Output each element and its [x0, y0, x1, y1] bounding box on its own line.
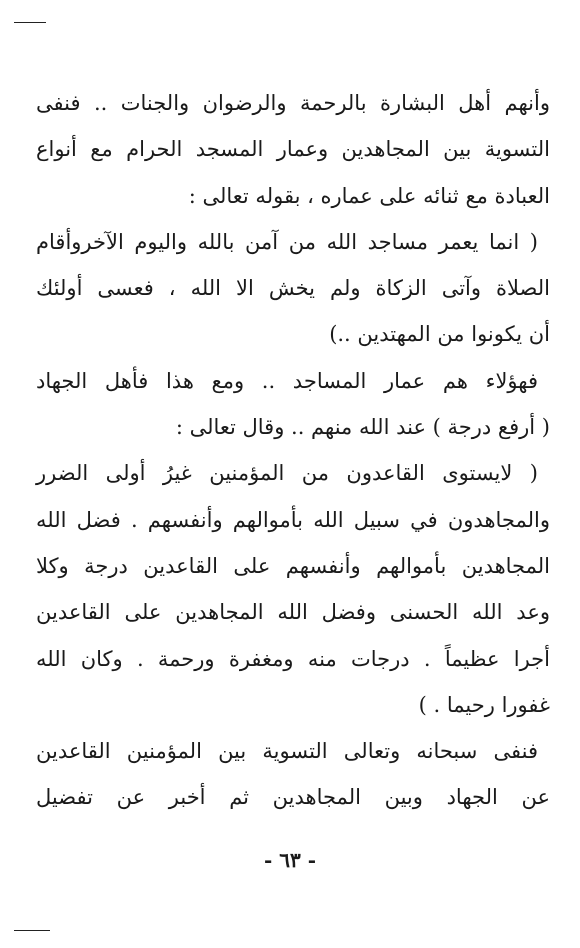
text-line: ( لايستوى القاعدون من المؤمنين غيرُ أولى الضرر — [36, 461, 538, 486]
text-line: ( انما يعمر مساجد الله من آمن بالله واليوم الآخروأقام — [36, 229, 538, 254]
text-line: والمجاهدون في سبيل الله بأموالهم وأنفسهم . فضل الله — [36, 507, 550, 532]
bottom-rule — [14, 930, 50, 931]
top-rule — [14, 22, 46, 23]
text-line: وعد الله الحسنى وفضل الله المجاهدين على القاعدين — [36, 600, 550, 625]
text-line: العبادة مع ثنائه على عماره ، بقوله تعالى : — [188, 183, 550, 208]
text-line: فنفى سبحانه وتعالى التسوية بين المؤمنين القاعدين — [36, 739, 538, 764]
text-line: أجرا عظيماً . درجات منه ومغفرة ورحمة . وكان الله — [36, 646, 550, 671]
text-line: التسوية بين المجاهدين وعمار المسجد الحرام مع أنواع — [36, 137, 550, 162]
text-line: عن الجهاد وبين المجاهدين ثم أخبر عن تفضيل — [36, 785, 550, 810]
text-line: الصلاة وآتى الزكاة ولم يخش الا الله ، فعسى أولئك — [36, 276, 550, 301]
text-line: ( أرفع درجة ) عند الله منهم .. وقال تعالى : — [175, 415, 550, 440]
text-line: غفورا رحيما . ) — [418, 692, 550, 717]
text-line: المجاهدين بأموالهم وأنفسهم على القاعدين درجة وكلا — [36, 553, 550, 578]
page-number: - ٦٣ - — [263, 848, 316, 872]
text-line: أن يكونوا من المهتدين ..) — [329, 322, 550, 347]
text-line: فهؤلاء هم عمار المساجد .. ومع هذا فأهل الجهاد — [36, 368, 538, 393]
body-text — [36, 80, 550, 821]
text-line: وأنهم أهل البشارة بالرحمة والرضوان والجنات .. فنفى — [36, 91, 550, 115]
